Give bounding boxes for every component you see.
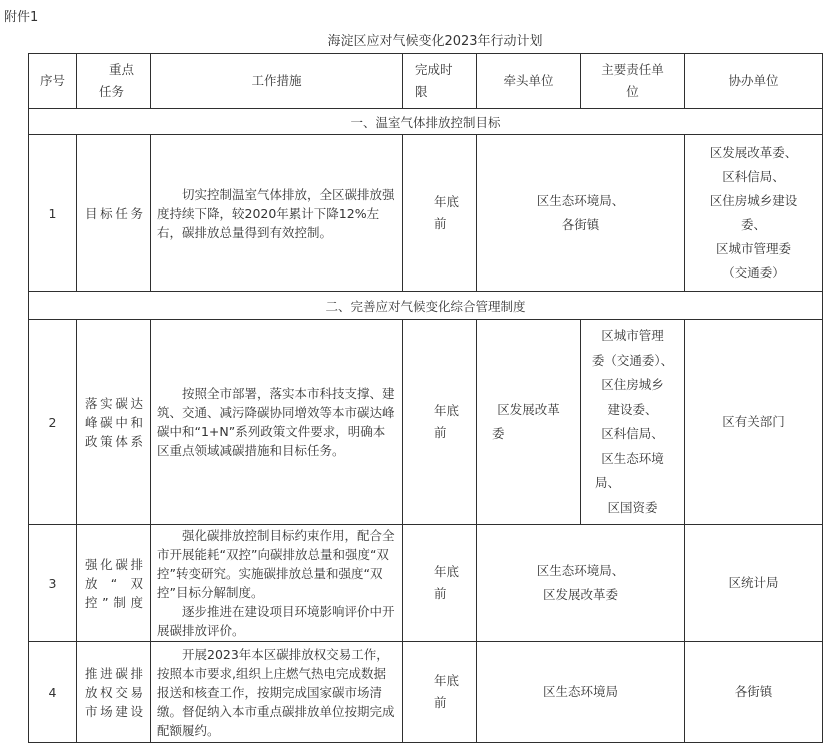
section-title: 二、完善应对气候变化综合管理制度 [29,292,823,320]
row-task: 推进碳排放权交易市场建设 [77,642,151,743]
row-task: 目标任务 [77,135,151,292]
row-index: 3 [29,525,77,642]
document-title: 海淀区应对气候变化2023年行动计划 [327,34,543,49]
row-lead-unit: 区发展改革 委 [477,320,581,525]
header-measures: 工作措施 [151,54,403,109]
row-responsible: 区生态环境局、 区发展改革委 [477,525,685,642]
header-lead-unit: 牵头单位 [477,54,581,109]
row-measures: 切实控制温室气体排放，全区碳排放强度持续下降，较2020年累计下降12%左右，碳排放总量得到有效控制。 [151,135,403,292]
header-task: 重点 任务 [77,54,151,109]
table-header-row [29,54,823,109]
action-plan-table [28,53,823,743]
section-title: 一、温室气体排放控制目标 [29,109,823,135]
attachment-label: 附件1 [4,10,39,25]
row-measures: 强化碳排放控制目标约束作用，配合全市开展能耗“双控”向碳排放总量和强度“双控”转变研究。实施碳排放总量和强度“双控”目标分解制度。 逐步推进在建设项目环境影响评价中开展碳排放评价。 [151,525,403,642]
row-responsible: 区生态环境局、 各街镇 [477,135,685,292]
header-assist-unit: 协办单位 [685,54,823,109]
header-main-unit: 主要责任单 位 [581,54,685,109]
row-index: 4 [29,642,77,743]
table-row [29,320,823,525]
row-assist: 各街镇 [685,642,823,743]
row-assist: 区统计局 [685,525,823,642]
table-row [29,525,823,642]
row-deadline: 年底 前 [403,642,477,743]
section-row [29,292,823,320]
row-assist: 区发展改革委、 区科信局、 区住房城乡建设 委、 区城市管理委 （交通委） [685,135,823,292]
row-deadline: 年底 前 [403,135,477,292]
table-row [29,642,823,743]
row-measures: 按照全市部署，落实本市科技支撑、建筑、交通、减污降碳协同增效等本市碳达峰碳中和“1+N”系列政策文件要求，明确本区重点领域减碳措施和目标任务。 [151,320,403,525]
row-task: 强化碳排放“双控”制度 [77,525,151,642]
header-index: 序号 [29,54,77,109]
row-deadline: 年底 前 [403,525,477,642]
row-index: 1 [29,135,77,292]
row-index: 2 [29,320,77,525]
row-responsible: 区生态环境局 [477,642,685,743]
header-deadline: 完成时 限 [403,54,477,109]
row-task: 落实碳达峰碳中和政策体系 [77,320,151,525]
section-row [29,109,823,135]
row-deadline: 年底 前 [403,320,477,525]
row-main-unit: 区城市管理 委（交通委）、 区住房城乡 建设委、 区科信局、 区生态环境 局、 区国资委 [581,320,685,525]
row-assist: 区有关部门 [685,320,823,525]
row-measures: 开展2023年本区碳排放权交易工作，按照本市要求,组织上庄燃气热电完成数据报送和核查工作，按期完成国家碳市场清缴。督促纳入本市重点碳排放单位按期完成配额履约。 [151,642,403,743]
table-row [29,135,823,292]
